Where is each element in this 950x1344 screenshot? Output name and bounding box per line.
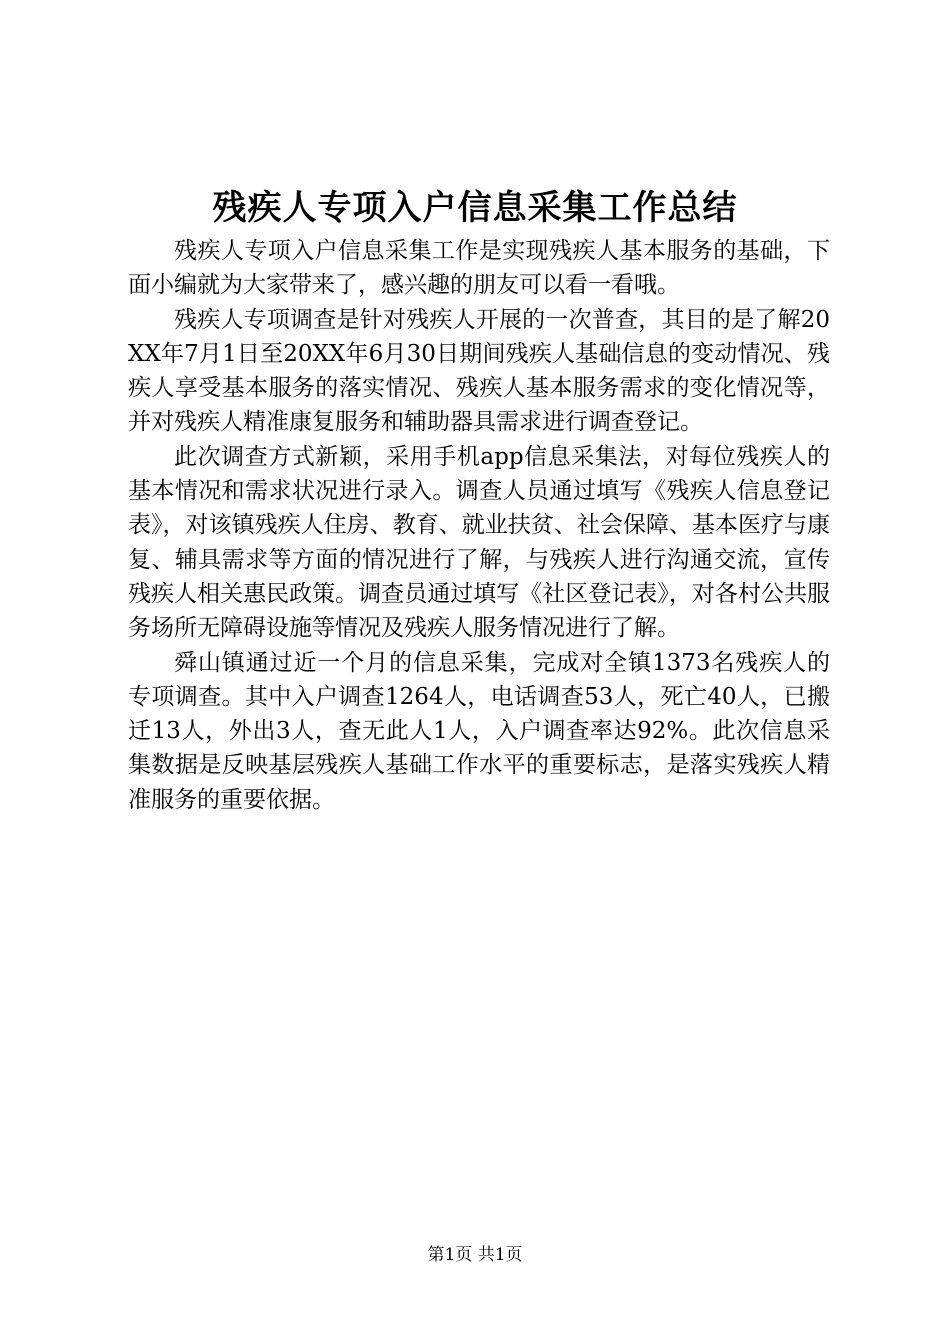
page-number-footer: 第1页 共1页 [427,1245,523,1265]
paragraph-survey-purpose: 残疾人专项调查是针对残疾人开展的一次普查，其目的是了解20XX年7月1日至20XX年6月30日期间残疾人基础信息的变动情况、残疾人享受基本服务的落实情况、残疾人基本服务需求的变化情况等，并对残疾人精准康复服务和辅助器具需求进行调查登记。 [128,306,830,436]
paragraph-intro: 残疾人专项入户信息采集工作是实现残疾人基本服务的基础，下面小编就为大家带来了，感兴趣的朋友可以看一看哦。 [128,238,830,299]
paragraph-survey-results: 舜山镇通过近一个月的信息采集，完成对全镇1373名残疾人的专项调查。其中入户调查1264人，电话调查53人，死亡40人，已搬迁13人，外出3人，查无此人1人，入户调查率达92%。此次信息采集数据是反映基层残疾人基础工作水平的重要标志，是落实残疾人精准服务的重要依据。 [128,649,830,813]
document-title: 残疾人专项入户信息采集工作总结 [212,188,738,228]
document-body [128,234,830,817]
paragraph-survey-method: 此次调查方式新颖，采用手机app信息采集法，对每位残疾人的基本情况和需求状况进行录入。调查人员通过填写《残疾人信息登记表》，对该镇残疾人住房、教育、就业扶贫、社会保障、基本医疗与康复、辅具需求等方面的情况进行了解，与残疾人进行沟通交流，宣传残疾人相关惠民政策。调查员通过填写《社区登记表》，对各村公共服务场所无障碍设施等情况及残疾人服务情况进行了解。 [128,443,830,642]
